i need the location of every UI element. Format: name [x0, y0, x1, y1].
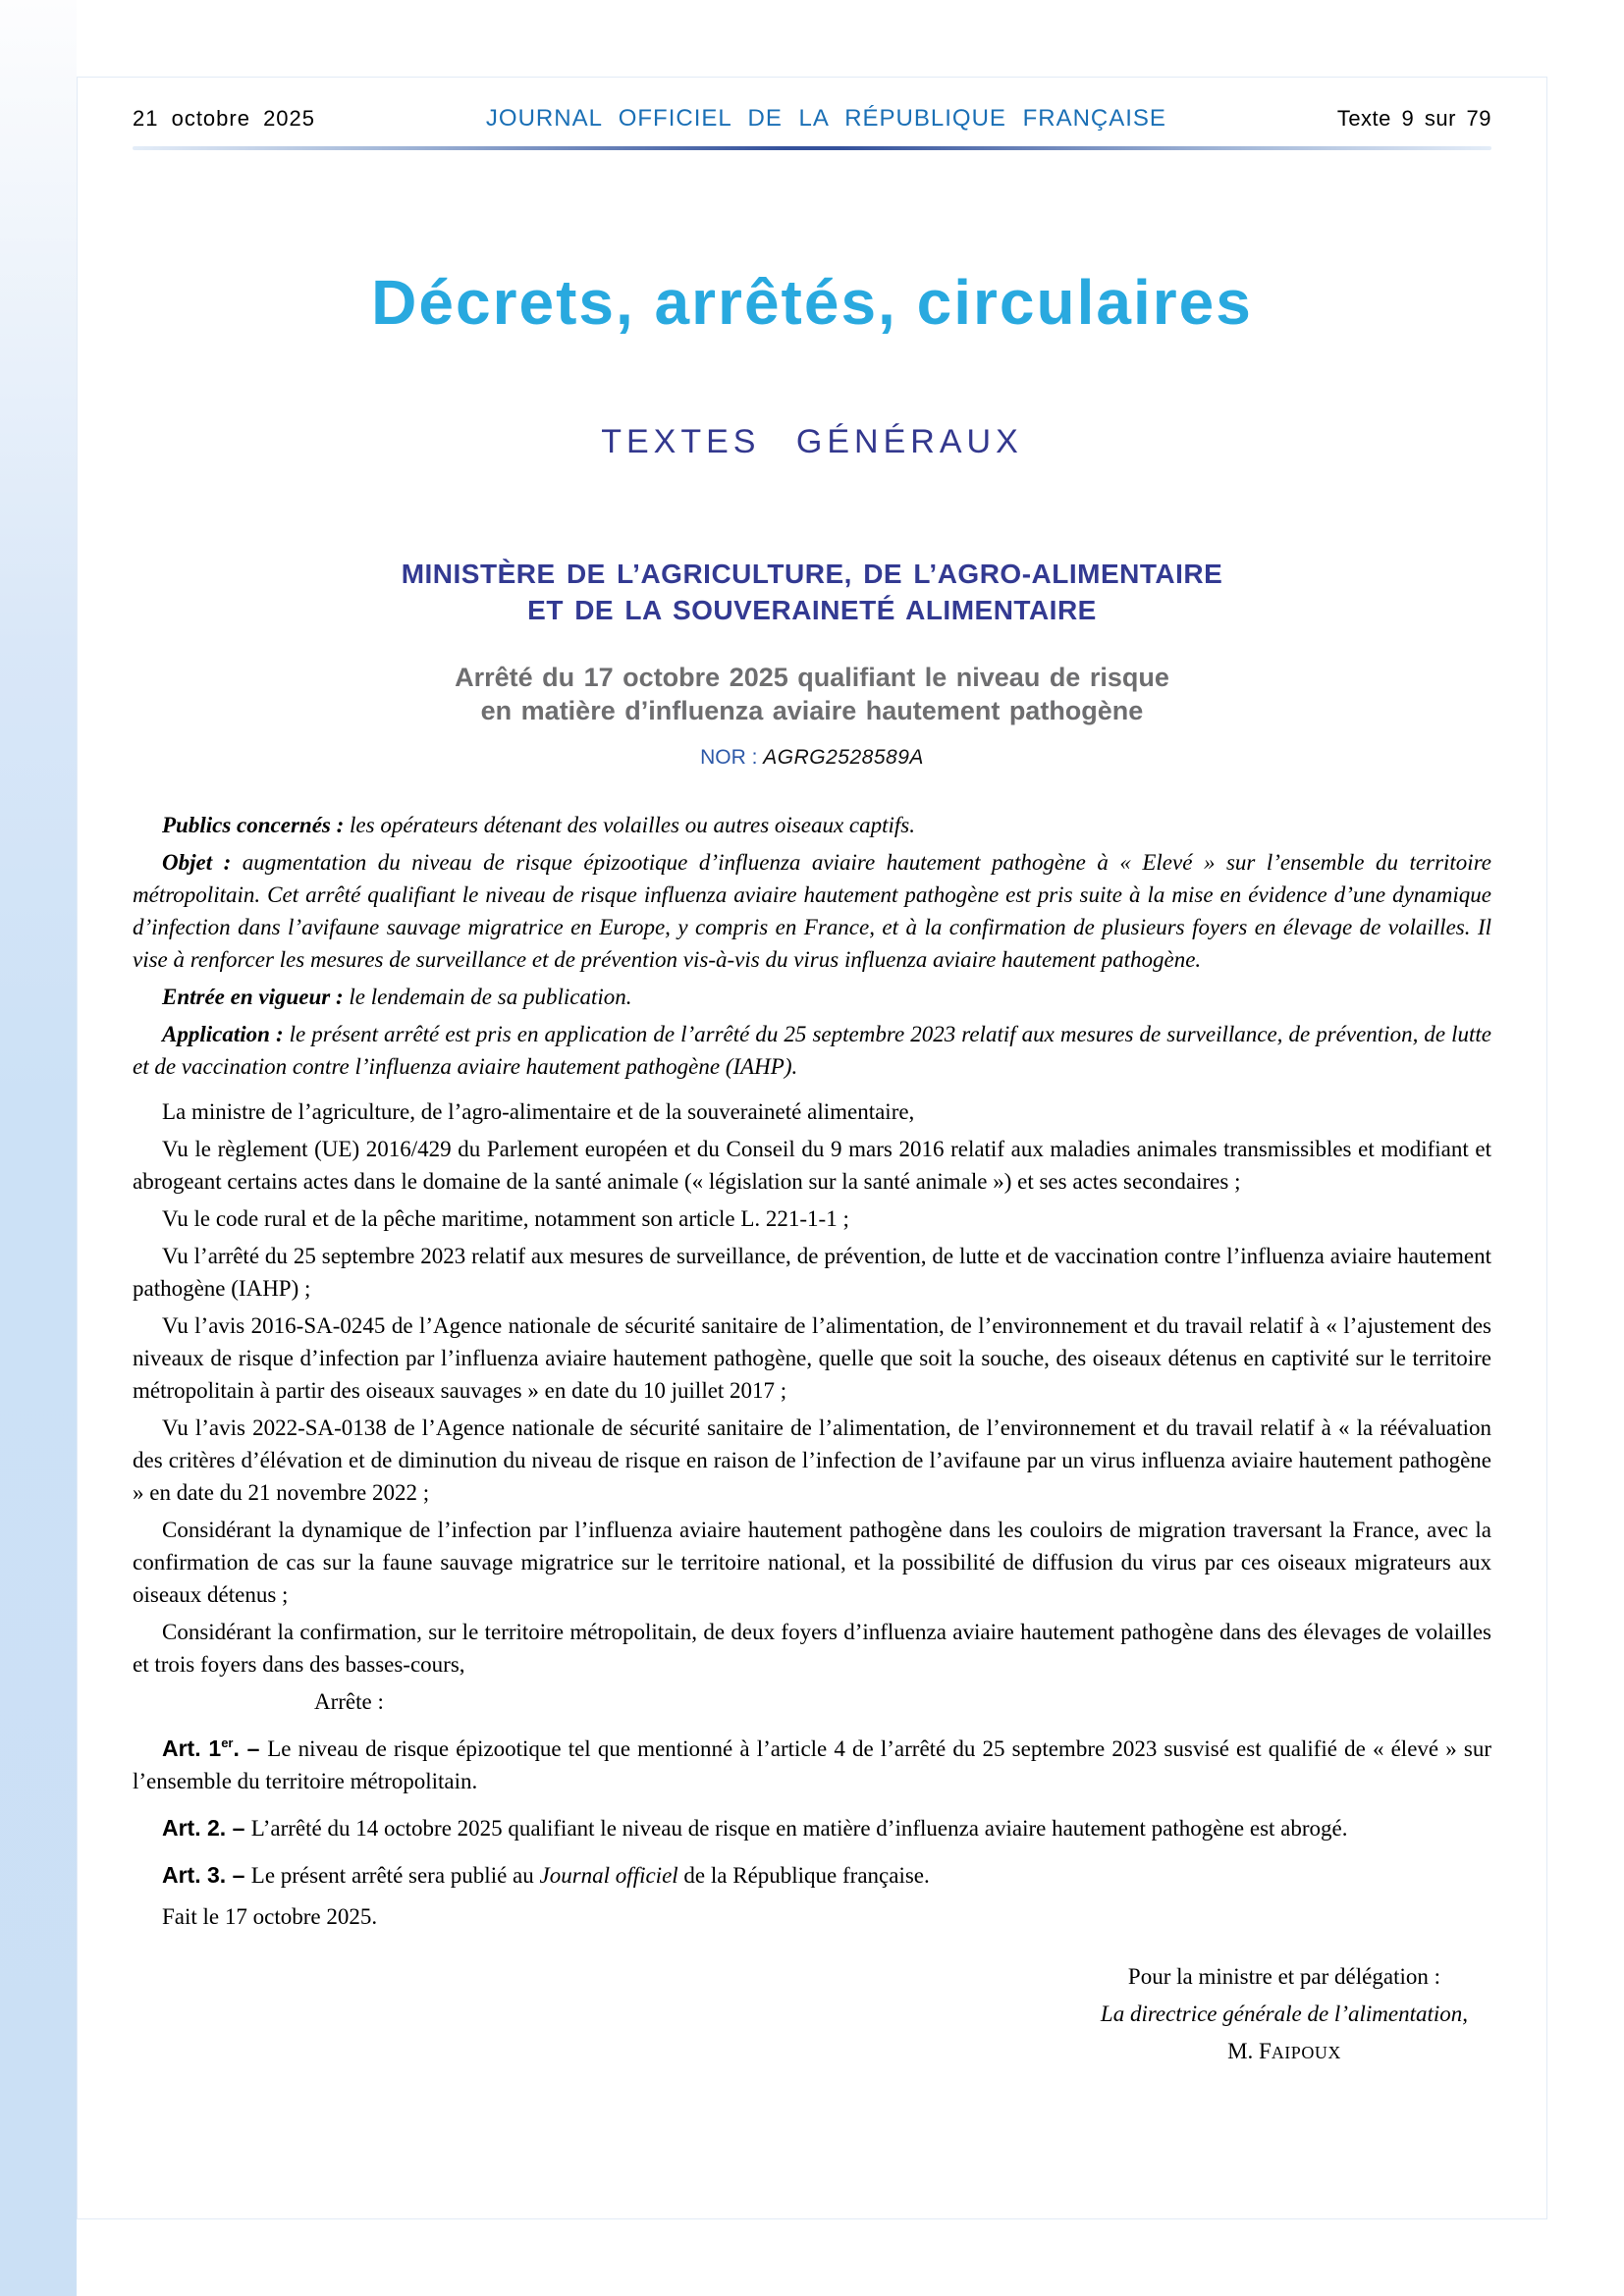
article-3-text: Le présent arrêté sera publié au Journal officiel de la République française. [250, 1863, 930, 1888]
article-1-label: Art. 1er. – [162, 1735, 268, 1761]
preamble-paragraph: Vu l’avis 2022-SA-0138 de l’Agence nationale de sécurité sanitaire de l’alimentation, de l’environnement et du travail relatif à « la réévaluation des critères d’élévation et de diminution du niveau de risque en raison de l’infection de l’avifaune par un virus influenza aviaire hautement pathogène » en date du 21 novembre 2022 ; [133, 1415, 1491, 1505]
act-title [133, 661, 1491, 727]
lead-label: Application : [162, 1022, 284, 1046]
preamble-paragraph: Vu l’arrêté du 25 septembre 2023 relatif aux mesures de surveillance, de prévention, de lutte et de vaccination contre l’influenza aviaire hautement pathogène (IAHP) ; [133, 1244, 1491, 1301]
signature-name: M. FAIPOUX [1227, 2039, 1341, 2063]
act-title-line-1: Arrêté du 17 octobre 2025 qualifiant le niveau de risque [455, 663, 1169, 692]
section-title: Décrets, arrêtés, circulaires [371, 267, 1253, 338]
nor-label: NOR : [700, 746, 764, 769]
preamble-paragraph: Vu le code rural et de la pêche maritime, notamment son article L. 221-1-1 ; [162, 1206, 849, 1231]
journal-officiel-italic: Journal officiel [539, 1863, 678, 1888]
lead-text: le présent arrêté est pris en application de l’arrêté du 25 septembre 2023 relatif aux mesures de surveillance, de prévention, de lutte et de vaccination contre l’influenza aviaire hautement pathogène (IAHP). [133, 1022, 1491, 1079]
lead-text: le lendemain de sa publication. [343, 985, 632, 1009]
preamble-paragraph: Vu l’avis 2016-SA-0245 de l’Agence nationale de sécurité sanitaire de l’alimentation, de l’environnement et du travail relatif à « l’ajustement des niveaux de risque d’infection par l’influenza aviaire hautement pathogène, quelle que soit la souche, des oiseaux détenus en captivité sur le territoire métropolitain à partir des oiseaux sauvages » en date du 10 juillet 2017 ; [133, 1313, 1491, 1403]
nor-value: AGRG2528589A [763, 746, 924, 769]
nor-line [133, 746, 1491, 770]
document-page [77, 77, 1547, 2219]
lead-label: Objet : [162, 850, 232, 875]
preamble-paragraph: Considérant la dynamique de l’infection par l’influenza aviaire hautement pathogène dans les couloirs de migration traversant la France, avec la confirmation de cas sur la faune sauvage migratrice sur le territoire national, et la possibilité de diffusion du virus par ces oiseaux migrateurs aux oiseaux détenus ; [133, 1518, 1491, 1607]
article-2-label: Art. 2. – [162, 1815, 251, 1841]
ministry-line-2: ET DE LA SOUVERAINETÉ ALIMENTAIRE [527, 595, 1097, 625]
articles [133, 1727, 1491, 1933]
page-left-gradient-band [0, 0, 77, 2296]
lead-label: Entrée en vigueur : [162, 985, 344, 1009]
fait-line: Fait le 17 octobre 2025. [162, 1904, 378, 1929]
preamble-paragraph: Vu le règlement (UE) 2016/429 du Parlement européen et du Conseil du 9 mars 2016 relatif aux maladies animales transmissibles et modifiant et abrogeant certains actes dans le domaine de la santé animale (« législation sur la santé animale ») et ses actes secondaires ; [133, 1137, 1491, 1194]
subsection-title: TEXTES GÉNÉRAUX [601, 423, 1023, 460]
journal-title: JOURNAL OFFICIEL DE LA RÉPUBLIQUE FRANÇAISE [485, 105, 1166, 132]
preamble-paragraph: La ministre de l’agriculture, de l’agro-alimentaire et de la souveraineté alimentaire, [162, 1099, 915, 1124]
preamble [133, 1095, 1491, 1681]
document-body [133, 809, 1491, 2071]
masthead [133, 97, 1491, 133]
article-1 [133, 1727, 1491, 1797]
publication-date: 21 octobre 2025 [133, 106, 316, 131]
article-3 [133, 1853, 1491, 1892]
signature-role: La directrice générale de l’alimentation, [1100, 2002, 1468, 2026]
ministry-line-1: MINISTÈRE DE L’AGRICULTURE, DE L’AGRO-ALIMENTAIRE [401, 559, 1223, 589]
article-2-text: L’arrêté du 14 octobre 2025 qualifiant le niveau de risque en matière d’influenza aviaire hautement pathogène est abrogé. [250, 1816, 1348, 1841]
lead-paragraph-objet [133, 846, 1491, 976]
lead-text: augmentation du niveau de risque épizootique d’influenza aviaire hautement pathogène à « Elevé » sur l’ensemble du territoire métropolitain. Cet arrêté qualifiant le niveau de risque influenza aviaire hautement pathogène est pris suite à la mise en évidence d’une dynamique d’infection dans l’avifaune sauvage migratrice en Europe, y compris en France, et à la confirmation de plusieurs foyers en élevage de volailles. Il vise à renforcer les mesures de surveillance et de prévention vis-à-vis du virus influenza aviaire hautement pathogène. [133, 850, 1491, 972]
header-gradient-rule [133, 146, 1491, 150]
ministry-heading [133, 556, 1491, 628]
signature-delegation: Pour la ministre et par délégation : [1127, 1964, 1440, 1989]
lead-paragraph-publics [133, 809, 1491, 841]
article-2 [133, 1806, 1491, 1844]
texte-number: Texte 9 sur 79 [1336, 106, 1491, 131]
preamble-paragraph: Considérant la confirmation, sur le territoire métropolitain, de deux foyers d’influenza aviaire hautement pathogène dans des élevages de volailles et trois foyers dans des basses-cours, [133, 1620, 1491, 1677]
article-1-text: Le niveau de risque épizootique tel que mentionné à l’article 4 de l’arrêté du 25 septembre 2023 susvisé est qualifié de « élevé » sur l’ensemble du territoire métropolitain. [133, 1736, 1492, 1793]
lead-paragraph-application [133, 1018, 1491, 1083]
decree-word: Arrête : [314, 1689, 384, 1714]
lead-label: Publics concernés : [162, 813, 345, 837]
article-3-label: Art. 3. – [162, 1862, 251, 1888]
lead-paragraph-entree [133, 981, 1491, 1013]
act-title-line-2: en matière d’influenza aviaire hautement pathogène [480, 696, 1144, 725]
signature-block [1101, 1958, 1468, 2071]
lead-text: les opérateurs détenant des volailles ou autres oiseaux captifs. [344, 813, 915, 837]
